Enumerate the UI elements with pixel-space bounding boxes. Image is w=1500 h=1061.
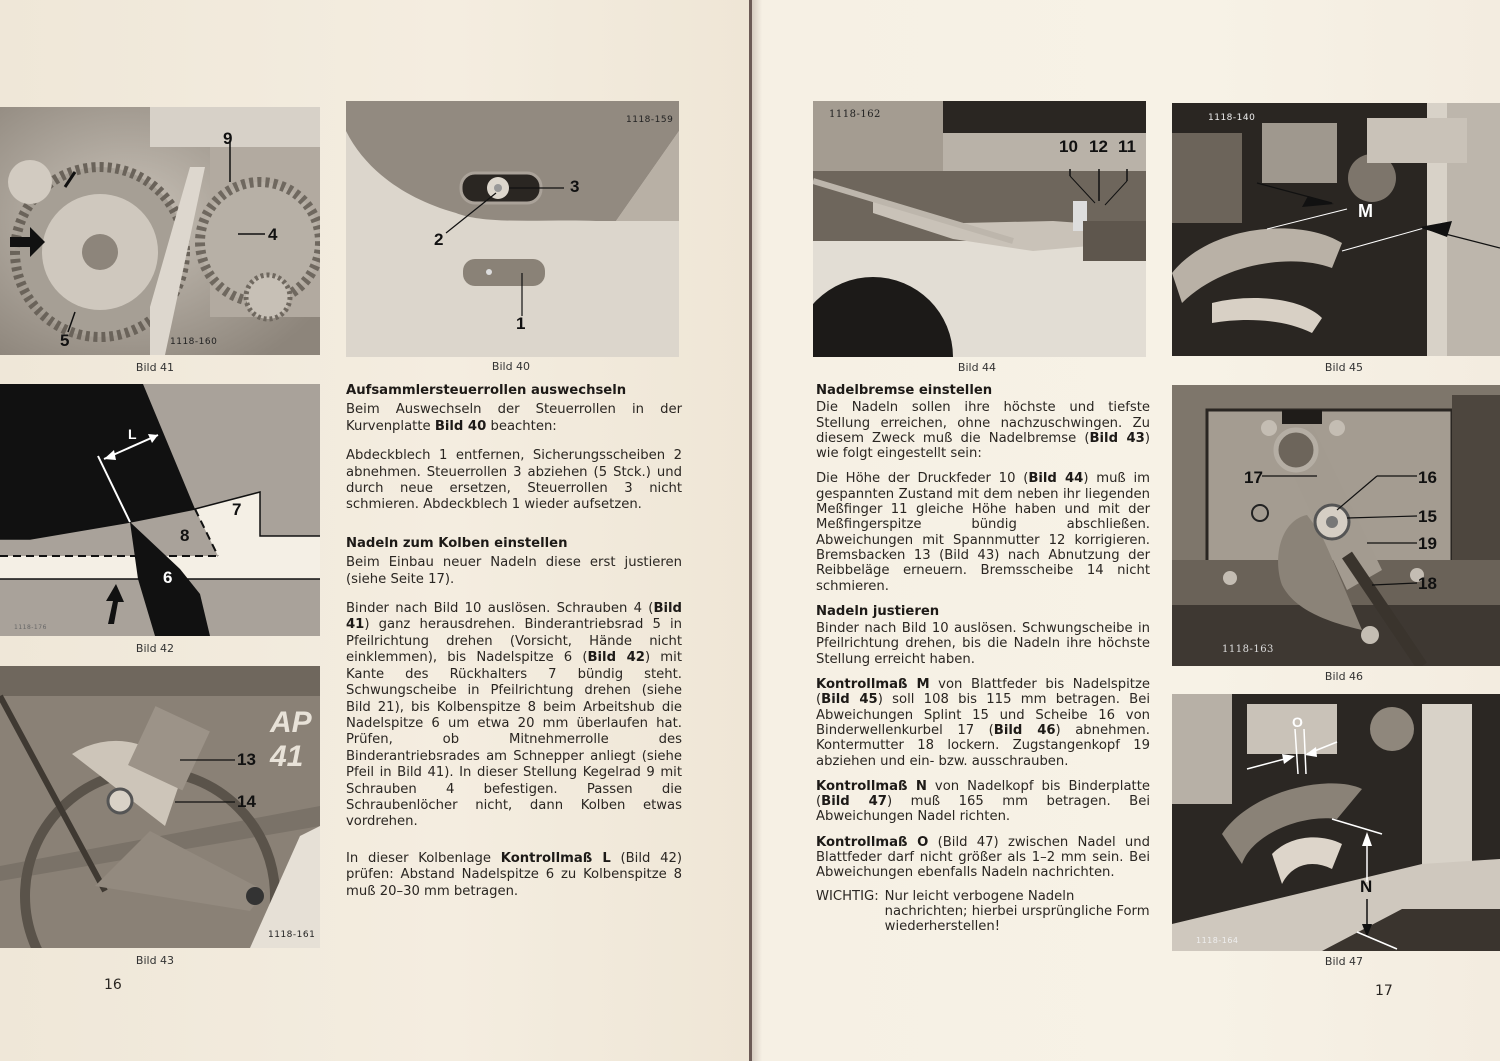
figure-bild-46: [1172, 385, 1500, 666]
label-N: N: [1360, 877, 1373, 896]
label-4: 4: [268, 225, 278, 244]
figure-bild-44: [813, 101, 1146, 357]
paragraph: Binder nach Bild 10 auslösen. Schwungscheibe in Pfeilrichtung drehen, bis die Nadeln ihre höchste Stellung erreicht haben.: [816, 621, 1150, 667]
label-6: 6: [163, 568, 173, 587]
figure-bild-43: [0, 666, 320, 948]
label-11: 11: [1118, 137, 1136, 156]
crank-photo: [1172, 385, 1500, 666]
label-8: 8: [180, 526, 190, 545]
label-12: 12: [1089, 137, 1108, 156]
label-3: 3: [570, 177, 580, 196]
caption-bild-42: Bild 42: [135, 642, 175, 655]
figure-ref-number: 1118-140: [1208, 113, 1256, 123]
section-heading: Nadeln justieren: [816, 603, 940, 619]
label-13: 13: [237, 750, 256, 769]
label-10: 10: [1059, 137, 1078, 156]
paragraph: Kontrollmaß N von Nadelkopf bis Binderplatte (Bild 47) muß 165 mm betragen. Bei Abweichungen Nadel richten.: [816, 778, 1150, 825]
needle-m-photo: [1172, 103, 1500, 356]
figure-ref-number: 1118-164: [1196, 936, 1239, 945]
section-heading: Nadeln zum Kolben einstellen: [346, 535, 568, 551]
machine-plate-text: AP 41: [270, 706, 311, 773]
label-16: 16: [1418, 468, 1437, 487]
paragraph: Kontrollmaß M von Blattfeder bis Nadelspitze (Bild 45) soll 108 bis 115 mm betragen. Bei Abweichungen Splint 15 und Scheibe 16 von Binderwellenkurbel 17 (Bild 46) abnehmen. Kontermutter 18 lockern. Zugstangenkopf 19 abziehen und ein- bzw. ausschrauben.: [816, 677, 1151, 769]
page-number-left: 16: [104, 977, 122, 993]
caption-bild-43: Bild 43: [135, 954, 175, 967]
figure-ref-number: 1118-159: [626, 115, 674, 125]
needle-diagram: [0, 384, 320, 636]
important-label: WICHTIG:: [816, 888, 879, 904]
label-5: 5: [60, 331, 70, 350]
paragraph: Die Nadeln sollen ihre höchste und tiefste Stellung erreichen, ohne nachzuschwingen. Zu diesem Zweck muß die Nadelbremse (Bild 43) wie folgt eingestellt sein:: [816, 400, 1150, 462]
figure-ref-number: 1118-163: [1222, 644, 1274, 655]
paragraph: In dieser Kolbenlage Kontrollmaß L (Bild 42) prüfen: Abstand Nadelspitze 6 zu Kolbenspitze 8 muß 20–30 mm betragen.: [346, 850, 682, 899]
caption-bild-46: Bild 46: [1324, 670, 1364, 683]
paragraph: Die Höhe der Druckfeder 10 (Bild 44) muß im gespannten Zustand mit dem neben ihr liegenden Meßfinger 11 gleiche Höhe haben und mit der Meßfingerspitze bündig abschließen. Abweichungen mit Spannmutter 12 korrigieren. Bremsbacken 13 (Bild 43) nach Abnutzung der Reibbeläge erneuern. Bremsscheibe 14 nicht schmieren.: [816, 471, 1150, 594]
paragraph: Abdeckblech 1 entfernen, Sicherungsscheiben 2 abnehmen. Steuerrollen 3 abziehen (5 Stck.) und durch neue ersetzen, Steuerrollen 3 nicht schmieren. Abdeckblech 1 wieder aufsetzen.: [346, 448, 682, 513]
page-number-right: 17: [1375, 983, 1393, 999]
important-note: [816, 889, 1150, 935]
label-2: 2: [434, 230, 444, 249]
important-text: Nur leicht verbogene Nadeln nachrichten; hierbei ursprüngliche Form wiederherstellen!: [884, 888, 1150, 935]
figure-bild-45: [1172, 103, 1500, 356]
section-heading: Nadelbremse einstellen: [816, 383, 993, 398]
label-15: 15: [1418, 507, 1437, 526]
label-M: M: [1358, 201, 1373, 221]
figure-bild-40: [346, 101, 679, 357]
figure-ref-number: 1118-160: [170, 337, 218, 347]
label-9: 9: [223, 129, 233, 148]
figure-bild-42: [0, 384, 320, 636]
label-19: 19: [1418, 534, 1437, 553]
paragraph: Binder nach Bild 10 auslösen. Schrauben 4 (Bild 41) ganz herausdrehen. Binderantriebsrad 5 in Pfeilrichtung drehen (Vorsicht, Hände nicht einklemmen), bis Nadelspitze 6 (Bild 42) mit Kante des Rückhalters 7 bündig steht. Schwungscheibe in Pfeilrichtung drehen (siehe Bild 21), bis Kolbenspitze 8 beim Arbeitshub die Nadelspitze 6 um etwa 20 mm überlaufen hat. Prüfen, ob Mitnehmerrolle des Binderantriebsrades am Schnepper anliegt (siehe Pfeil in Bild 41). In dieser Stellung Kegelrad 9 mit Schrauben 4 befestigen. Passen die Schraubenlöcher nicht, dann Kolben etwas vordrehen.: [346, 601, 682, 830]
label-O: O: [1292, 714, 1303, 730]
section-heading: Aufsammlersteuerrollen auswechseln: [346, 383, 627, 398]
label-18: 18: [1418, 574, 1437, 593]
label-17: 17: [1244, 468, 1263, 487]
figure-ref-number: 1118-176: [14, 624, 47, 631]
left-text-column: [346, 383, 682, 913]
label-14: 14: [237, 792, 256, 811]
right-text-column: [816, 383, 1150, 935]
figure-bild-41: [0, 107, 320, 355]
label-7: 7: [232, 500, 242, 519]
caption-bild-47: Bild 47: [1324, 955, 1364, 968]
caption-bild-40: Bild 40: [491, 360, 531, 373]
label-1: 1: [516, 314, 526, 333]
paragraph: Beim Einbau neuer Nadeln diese erst justieren (siehe Seite 17).: [346, 555, 682, 587]
caption-bild-45: Bild 45: [1324, 361, 1364, 374]
paragraph: Beim Auswechseln der Steuerrollen in der Kurvenplatte Bild 40 beachten:: [346, 402, 682, 434]
needle-n-o-photo: [1172, 694, 1500, 951]
figure-ref-number: 1118-162: [829, 109, 881, 120]
fold-shadow: [752, 0, 762, 1061]
figure-ref-number: 1118-161: [268, 930, 316, 940]
caption-bild-41: Bild 41: [135, 361, 175, 374]
figure-bild-47: [1172, 694, 1500, 951]
caption-bild-44: Bild 44: [957, 361, 997, 374]
cover-plate-photo: [346, 101, 679, 357]
paragraph: Kontrollmaß O (Bild 47) zwischen Nadel und Blattfeder darf nicht größer als 1–2 mm sein. Bei Abweichungen ebenfalls Nadeln nachrichten.: [816, 834, 1150, 881]
label-L: L: [128, 426, 137, 442]
